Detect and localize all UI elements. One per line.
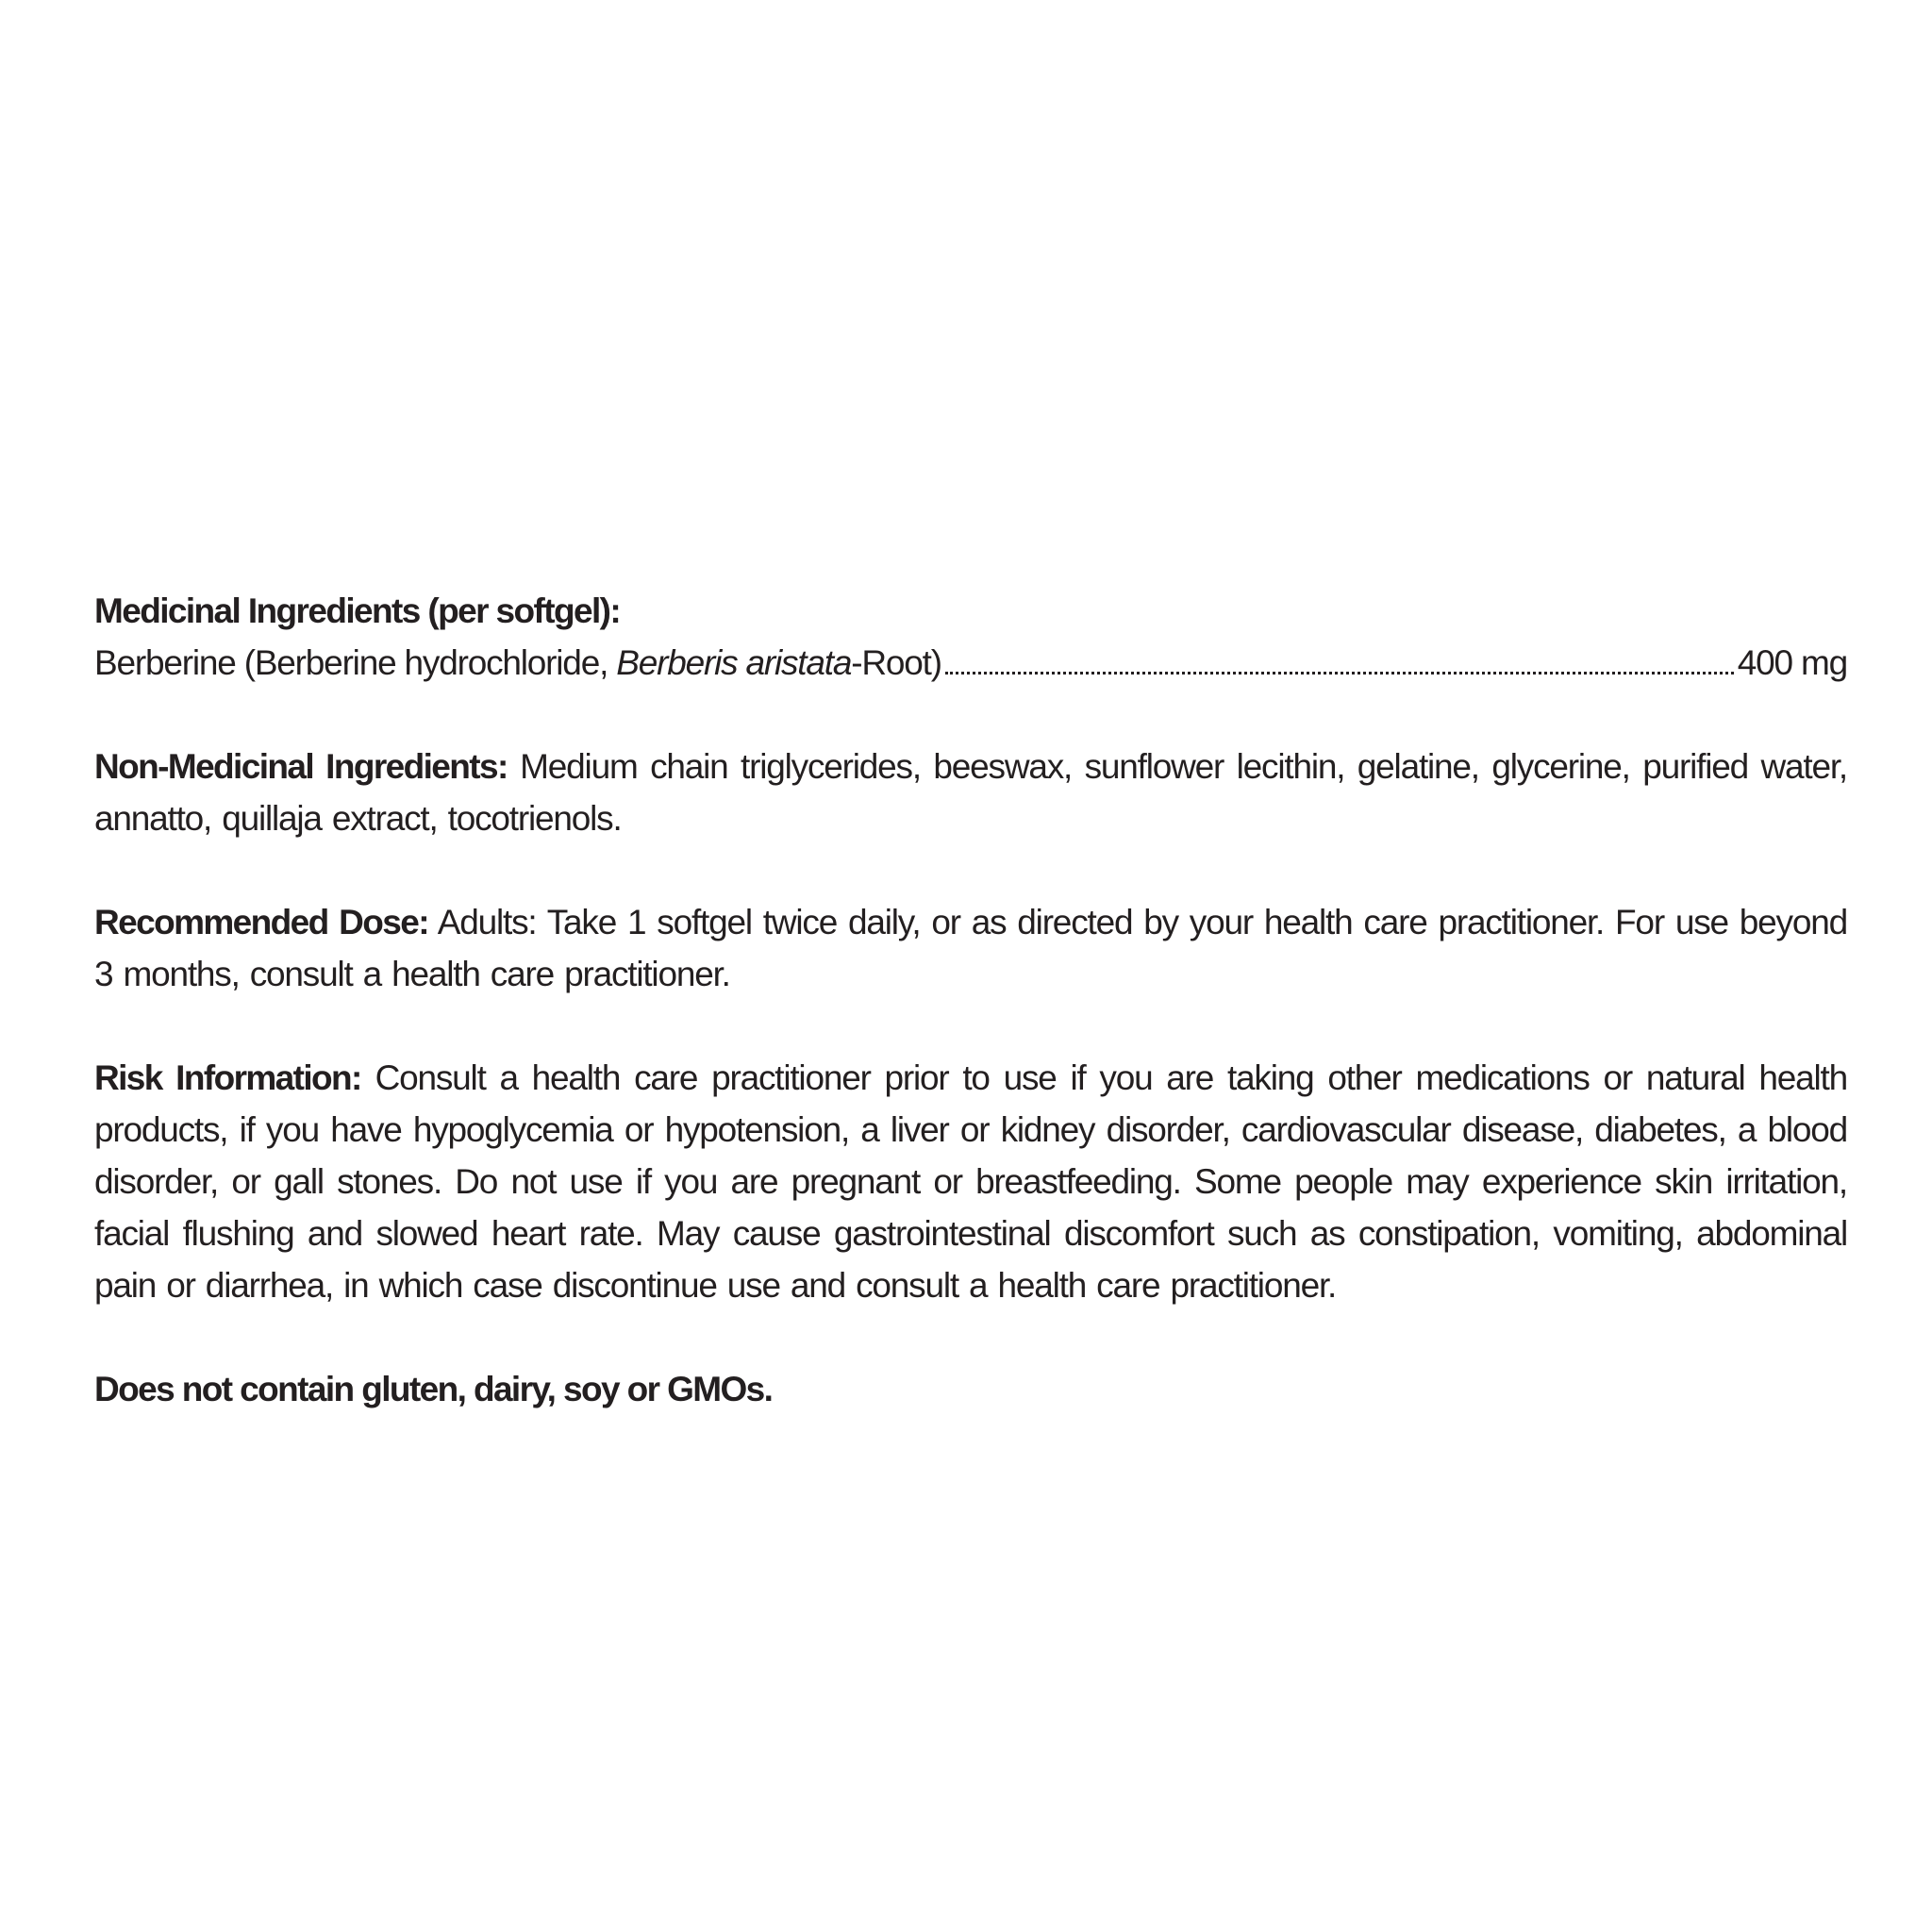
ingredient-name-prefix: Berberine (Berberine hydrochloride, — [94, 643, 617, 682]
dot-leader — [945, 671, 1734, 675]
product-label-panel — [94, 585, 1847, 1415]
ingredient-botanical-name: Berberis aristata — [616, 643, 852, 682]
allergen-statement: Does not contain gluten, dairy, soy or GMOs. — [94, 1370, 773, 1408]
risk-information-text: Consult a health care practitioner prior to use if you are taking other medications or natural health products, if you have hypoglycemia or hypotension, a liver or kidney disorder, cardiovascular disease, diabetes, a blood disorder, or gall stones. Do not use if you are pregnant or breastfeeding. Some people may experience skin irritation, facial flushing and slowed heart rate. May cause gastrointestinal discomfort such as constipation, vomiting, abdominal pain or diarrhea, in which case discontinue use and consult a health care practitioner. — [94, 1058, 1847, 1305]
risk-information-heading: Risk Information: — [94, 1058, 361, 1097]
ingredient-name-suffix: -Root) — [851, 643, 941, 682]
non-medicinal-text: Medium chain triglycerides, beeswax, sunflower lecithin, gelatine, glycerine, purified water, annatto, quillaja extract, tocotrienols. — [94, 747, 1847, 838]
risk-information — [94, 1052, 1847, 1311]
non-medicinal-heading: Non-Medicinal Ingredients: — [94, 747, 508, 786]
recommended-dose-text: Adults: Take 1 softgel twice daily, or as directed by your health care practitioner. For use beyond 3 months, consult a health care practitioner. — [94, 903, 1847, 993]
recommended-dose-heading: Recommended Dose: — [94, 903, 428, 941]
medicinal-ingredients-heading: Medicinal Ingredients (per softgel): — [94, 591, 621, 630]
recommended-dose — [94, 896, 1847, 1000]
ingredient-amount: 400 mg — [1737, 643, 1847, 682]
non-medicinal-ingredients — [94, 741, 1847, 844]
ingredient-name — [94, 637, 941, 689]
medicinal-ingredient-row — [94, 637, 1847, 689]
